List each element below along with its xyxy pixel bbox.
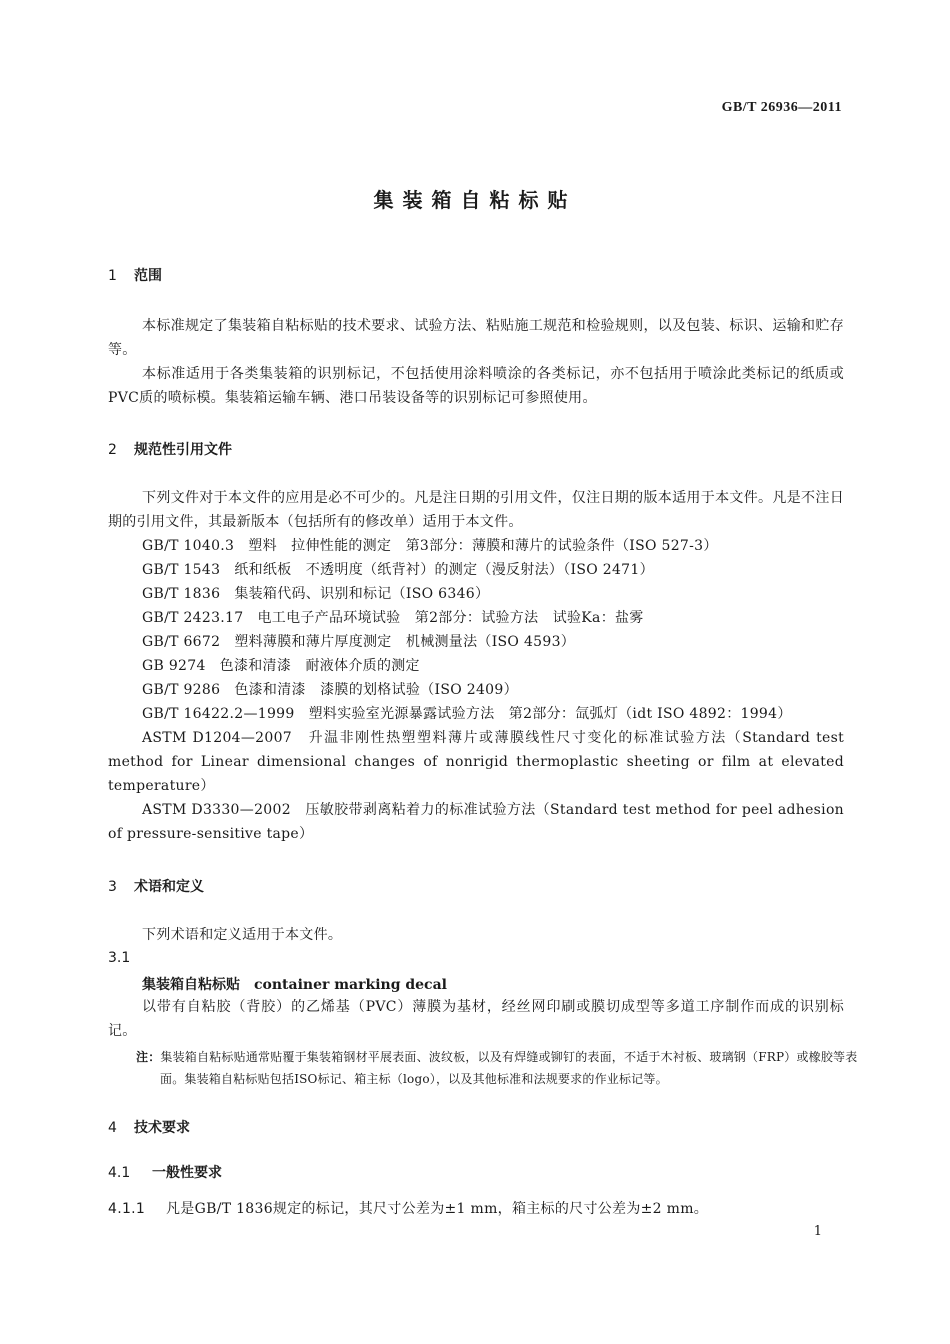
section-3-heading bbox=[108, 876, 204, 896]
note-text: 集装箱自粘标贴通常贴覆于集装箱钢材平展表面、波纹板，以及有焊缝或铆钉的表面，不适于木衬板、玻璃钢（FRP）或橡胶等表面。集装箱自粘标贴包括ISO标记、箱主标（logo），以及其他标准和法规要求的作业标记等。 bbox=[160, 1050, 858, 1086]
section-title: 术语和定义 bbox=[134, 879, 204, 895]
reference-code: GB/T 2423.17 bbox=[142, 610, 244, 626]
term-definition: 以带有自粘胶（背胶）的乙烯基（PVC）薄膜为基材，经丝网印刷或膜切成型等多道工序制作而成的识别标记。 bbox=[108, 999, 844, 1039]
document-code: GB/T 26936—2011 bbox=[721, 100, 842, 115]
subsection-4-1-heading bbox=[108, 1162, 222, 1182]
term-note bbox=[134, 1046, 870, 1090]
section-title: 规范性引用文件 bbox=[134, 442, 232, 458]
section-2-heading bbox=[108, 439, 232, 459]
section-2-intro: 下列文件对于本文件的应用是必不可少的。凡是注日期的引用文件，仅注日期的版本适用于本文件。凡是不注日期的引用文件，其最新版本（包括所有的修改单）适用于本文件。 bbox=[108, 490, 844, 530]
term-number: 3.1 bbox=[108, 950, 131, 966]
document-title: 集装箱自粘标贴 bbox=[373, 188, 577, 212]
section-title: 范围 bbox=[134, 268, 162, 284]
reference-code: GB/T 6672 bbox=[142, 634, 221, 650]
clause-4-1-1 bbox=[108, 1197, 708, 1221]
reference-title: 电工电子产品环境试验 第2部分：试验方法 试验Ka：盐雾 bbox=[257, 610, 644, 626]
reference-item bbox=[142, 558, 654, 582]
reference-code: GB/T 16422.2—1999 bbox=[142, 706, 295, 722]
section-4-heading bbox=[108, 1117, 190, 1137]
reference-item bbox=[142, 702, 792, 726]
section-title: 技术要求 bbox=[134, 1120, 190, 1136]
reference-title: 集装箱代码、识别和标记（ISO 6346） bbox=[234, 586, 490, 602]
reference-title: 塑料实验室光源暴露试验方法 第2部分：氙弧灯（idt ISO 4892：1994） bbox=[308, 706, 792, 722]
note-label: 注： bbox=[136, 1050, 161, 1064]
section-3-intro: 下列术语和定义适用于本文件。 bbox=[142, 927, 343, 943]
reference-astm-d1204: ASTM D1204—2007 升温非刚性热塑塑料薄片或薄膜线性尺寸变化的标准试验方法（Standard test method for Linear dimensional changes of nonrigid thermoplastic sheeting or film at elevated temperature） bbox=[108, 730, 844, 794]
reference-title: 色漆和清漆 耐液体介质的测定 bbox=[219, 658, 420, 674]
reference-title: 色漆和清漆 漆膜的划格试验（ISO 2409） bbox=[234, 682, 518, 698]
reference-code: GB 9274 bbox=[142, 658, 206, 674]
section-number: 1 bbox=[108, 268, 117, 284]
term-heading: 集装箱自粘标贴 container marking decal bbox=[142, 977, 447, 993]
reference-item bbox=[142, 534, 718, 558]
subsection-number: 4.1 bbox=[108, 1165, 131, 1181]
reference-code: GB/T 1040.3 bbox=[142, 538, 235, 554]
subsection-title: 一般性要求 bbox=[152, 1165, 222, 1181]
section-1-heading bbox=[108, 265, 162, 285]
reference-title: 纸和纸板 不透明度（纸背衬）的测定（漫反射法）（ISO 2471） bbox=[234, 562, 654, 578]
section-1-paragraph-1: 本标准规定了集装箱自粘标贴的技术要求、试验方法、粘贴施工规范和检验规则，以及包装、标识、运输和贮存等。 bbox=[108, 318, 844, 358]
reference-item bbox=[142, 678, 518, 702]
reference-code: GB/T 1836 bbox=[142, 586, 221, 602]
reference-title: 塑料薄膜和薄片厚度测定 机械测量法（ISO 4593） bbox=[234, 634, 576, 650]
section-number: 3 bbox=[108, 879, 117, 895]
reference-title: 塑料 拉伸性能的测定 第3部分：薄膜和薄片的试验条件（ISO 527-3） bbox=[248, 538, 718, 554]
page-number: 1 bbox=[813, 1224, 822, 1239]
reference-item bbox=[142, 630, 575, 654]
reference-astm-d3330: ASTM D3330—2002 压敏胶带剥离粘着力的标准试验方法（Standard test method for peel adhesion of pressure-sensitive tape） bbox=[108, 802, 844, 842]
reference-code: GB/T 1543 bbox=[142, 562, 221, 578]
reference-code: GB/T 9286 bbox=[142, 682, 221, 698]
clause-number: 4.1.1 bbox=[108, 1201, 146, 1217]
reference-item bbox=[142, 606, 644, 630]
section-number: 4 bbox=[108, 1120, 117, 1136]
clause-text: 凡是GB/T 1836规定的标记，其尺寸公差为±1 mm，箱主标的尺寸公差为±2 mm。 bbox=[166, 1201, 709, 1217]
reference-item bbox=[142, 654, 420, 678]
section-number: 2 bbox=[108, 442, 117, 458]
reference-item bbox=[142, 582, 489, 606]
section-1-paragraph-2: 本标准适用于各类集装箱的识别标记，不包括使用涂料喷涂的各类标记，亦不包括用于喷涂此类标记的纸质或PVC质的喷标模。集装箱运输车辆、港口吊装设备等的识别标记可参照使用。 bbox=[108, 366, 844, 406]
